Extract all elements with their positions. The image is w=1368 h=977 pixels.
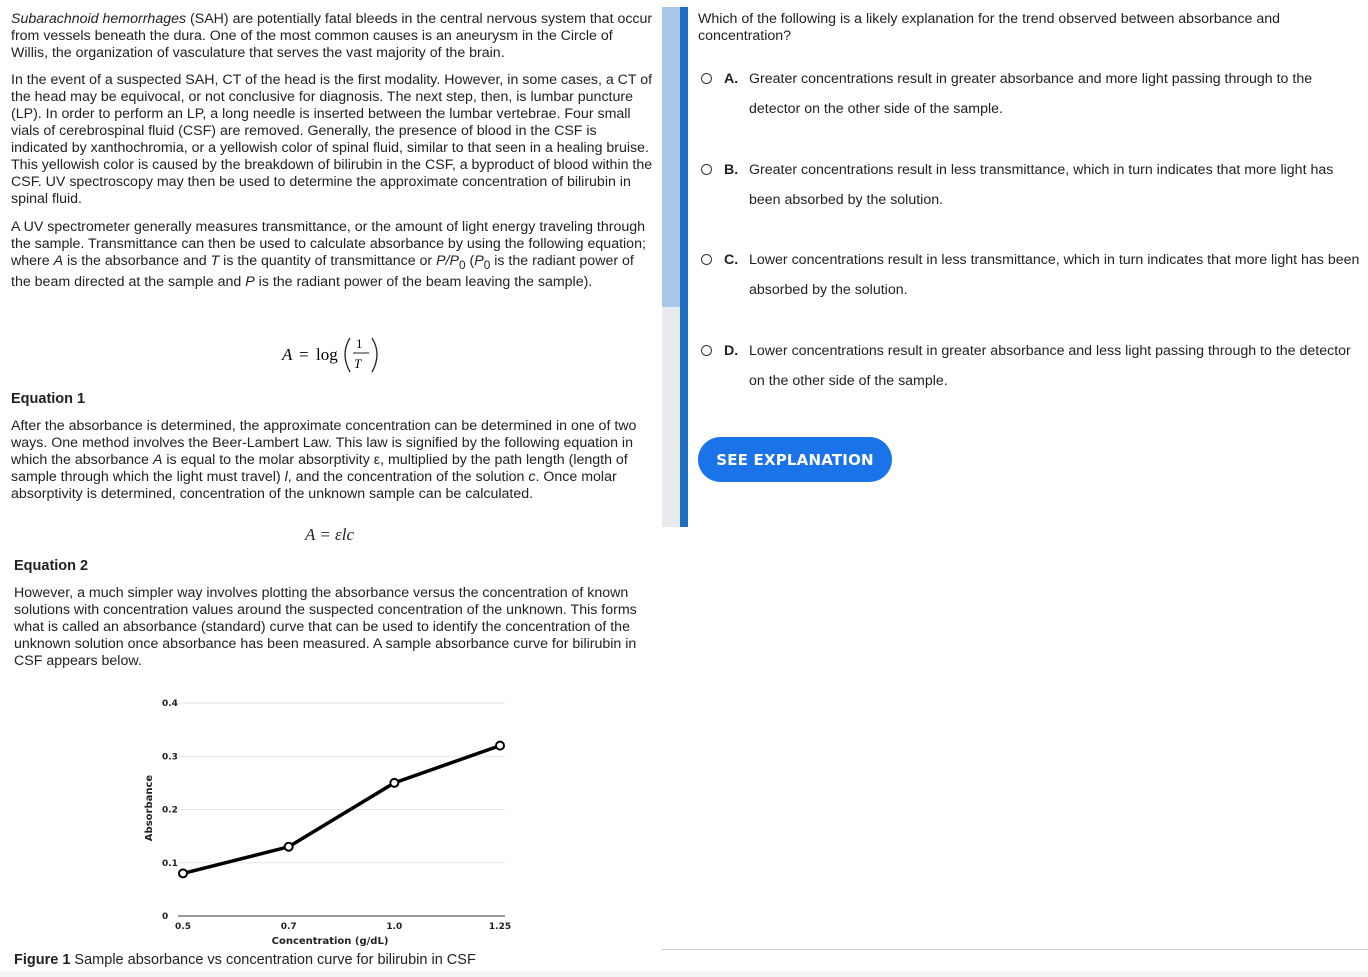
passage-intro-term: Subarachnoid hemorrhages	[11, 11, 187, 27]
absorbance-chart	[130, 690, 520, 950]
see-explanation-button[interactable]: SEE EXPLANATION	[698, 437, 892, 482]
passage-paragraph-2: In the event of a suspected SAH, CT of the head is the first modality. However, in some cases, a CT of the head may be equivocal, or not conclusive for diagnosis. The next step, then, is lumbar puncture (LP). In order to perform an LP, a long needle is inserted between the lumbar vertebrae. Four small vials of cerebrospinal fluid (CSF) are removed. Generally, the presence of blood in the CSF is indicated by xanthochromia, or a yellowish color of spinal fluid, similar to that seen in a healing bruise. This yellowish color is caused by the breakdown of bilirubin in the CSF, a byproduct of blood within the CSF. UV spectroscopy may then be used to determine the approximate concentration of bilirubin in spinal fluid.	[11, 72, 653, 207]
chart-data-point	[496, 742, 504, 750]
chart-data-point	[390, 779, 398, 787]
chart-data-point	[179, 869, 187, 877]
var-l: l	[284, 469, 288, 485]
option-letter: A.	[724, 71, 739, 87]
chart-y-tick-label: 0	[162, 912, 169, 922]
question-stem: Which of the following is a likely explanation for the trend observed between absorbance and concentration?	[698, 11, 1281, 44]
passage-scrollbar-thumb[interactable]	[662, 7, 680, 307]
option-text: Greater concentrations result in less transmittance, which in turn indicates that more light has been absorbed by the solution.	[749, 162, 1334, 208]
radio-button-c[interactable]	[701, 254, 712, 265]
option-letter: C.	[724, 252, 739, 268]
svg-text:T: T	[354, 356, 362, 371]
text: , and the concentration of the solution	[287, 469, 529, 485]
text: is equal to the molar absorptivity ε, multiplied by the path length (length of sample through which the light must travel)	[11, 452, 628, 485]
figure-label: Figure 1	[14, 952, 71, 968]
chart-y-axis-label: Absorbance	[144, 774, 155, 842]
var-P0: P	[474, 253, 484, 269]
text: (	[465, 253, 475, 269]
chart-x-tick-label: 0.7	[280, 922, 297, 932]
option-letter: D.	[724, 343, 739, 359]
chart-y-tick-label: 0.4	[162, 699, 178, 709]
passage-panel	[0, 0, 662, 977]
chart-data-point	[285, 843, 293, 851]
var-ratio: P/P	[436, 253, 459, 269]
svg-text:A: A	[282, 345, 293, 364]
chart-x-tick-label: 1.0	[386, 922, 403, 932]
chart-y-tick-label: 0.2	[162, 805, 178, 816]
radio-button-b[interactable]	[701, 164, 712, 175]
chart-x-tick-label: 0.5	[175, 922, 191, 932]
text: A UV spectrometer generally measures transmittance, or the amount of light energy traveling through the sample. Transmittance can then be used to calculate absorbance by using the following equation; where	[11, 219, 646, 269]
bottom-strip	[0, 971, 1368, 977]
subscript: 0	[458, 257, 466, 272]
passage-paragraph-1	[11, 11, 653, 62]
subscript: 0	[483, 257, 491, 272]
passage-intro-text: (SAH) are potentially fatal bleeds in the central nervous system that occur from vessels beneath the dura. One of the most common causes is an aneurysm in the Circle of Willis, the organization of vasculature that serves the vast majority of the brain.	[11, 11, 653, 61]
var-T: T	[210, 253, 220, 269]
text: is the quantity of transmittance or	[219, 253, 437, 269]
svg-text:=: =	[299, 345, 309, 364]
text: is the radiant power of the beam directed at the sample and	[11, 253, 634, 290]
chart-y-tick-label: 0.3	[162, 752, 178, 763]
panel-divider	[680, 7, 688, 527]
var-c: c	[528, 469, 536, 485]
chart-x-axis-label: Concentration (g/dL)	[271, 936, 389, 947]
text: . Once molar absorptivity is determined, concentration of the unknown sample can be calculated.	[11, 469, 617, 502]
equation-1	[280, 330, 400, 378]
chart-y-tick-label: 0.1	[162, 858, 178, 869]
passage-paragraph-5: However, a much simpler way involves plotting the absorbance versus the concentration of known solutions with concentration values around the suspected concentration of the unknown. This forms what is called an absorbance (standard) curve that can be used to identify the concentration of the unknown solution once absorbance has been measured. A sample absorbance curve for bilirubin in CSF appears below.	[14, 585, 637, 669]
option-text: Greater concentrations result in greater absorbance and more light passing through to the detector on the other side of the sample.	[749, 71, 1313, 117]
figure-caption	[14, 952, 476, 968]
passage-paragraph-4	[11, 418, 651, 503]
equation-2: A = εlc	[305, 525, 355, 544]
var-A: A	[53, 253, 64, 269]
text: is the radiant power of the beam leaving the sample).	[254, 273, 593, 290]
text: After the absorbance is determined, the approximate concentration can be determined in one of two ways. One method involves the Beer-Lambert Law. This law is signified by the following equation in which the absorbance	[11, 418, 637, 468]
option-text: Lower concentrations result in greater absorbance and less light passing through to the detector on the other side of the sample.	[749, 343, 1351, 389]
text: is the absorbance and	[63, 253, 211, 269]
equation-1-label: Equation 1	[11, 391, 86, 407]
bottom-divider	[662, 949, 1368, 950]
svg-text:1: 1	[356, 336, 363, 351]
svg-text:log: log	[316, 345, 338, 364]
passage-paragraph-3	[11, 219, 647, 291]
chart-x-tick-label: 1.25	[488, 922, 512, 932]
option-letter: B.	[724, 162, 739, 178]
equation-2-label: Equation 2	[14, 558, 89, 574]
var-P: P	[245, 273, 255, 290]
radio-button-d[interactable]	[701, 345, 712, 356]
var-A: A	[152, 452, 163, 468]
radio-button-a[interactable]	[701, 73, 712, 84]
option-text: Lower concentrations result in less transmittance, which in turn indicates that more light has been absorbed by the solution.	[749, 252, 1360, 298]
figure-caption-text: Sample absorbance vs concentration curve for bilirubin in CSF	[70, 952, 476, 968]
